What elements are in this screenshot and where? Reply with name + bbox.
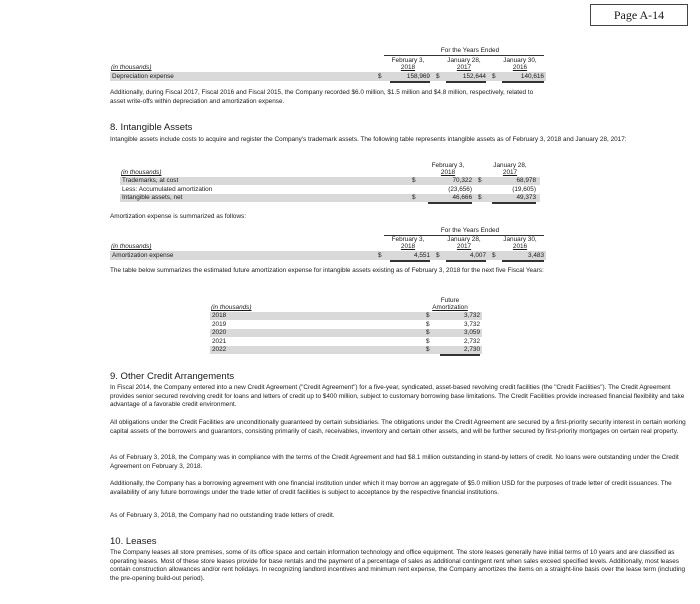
column-header: 2017 bbox=[502, 169, 518, 176]
unit-label: (in thousands) bbox=[211, 304, 252, 311]
table-cell: (23,656) bbox=[428, 186, 472, 195]
paragraph: Amortization expense is summarized as follows: bbox=[110, 213, 247, 220]
section-heading: 9. Other Credit Arrangements bbox=[110, 371, 235, 382]
table-row bbox=[120, 177, 540, 185]
column-header: February 3, bbox=[431, 162, 465, 169]
column-header: February 3, bbox=[391, 236, 425, 243]
row-label: Depreciation expense bbox=[112, 72, 174, 80]
table-cell: 4,007 bbox=[446, 252, 486, 262]
paragraph: As of February 3, 2018, the Company had no outstanding trade letters of credit. bbox=[110, 512, 335, 519]
row-label: Amortization expense bbox=[112, 251, 174, 259]
table-cell: 2,730 bbox=[440, 346, 480, 356]
table-cell: 3,059 bbox=[464, 329, 480, 337]
column-header: 2018 bbox=[400, 64, 416, 71]
table-group-header: For the Years Ended bbox=[440, 47, 500, 54]
currency-symbol: $ bbox=[426, 337, 430, 345]
unit-label: (in thousands) bbox=[111, 243, 152, 250]
currency-symbol: $ bbox=[412, 194, 416, 201]
row-label: Intangible assets, net bbox=[122, 194, 183, 201]
section-heading: 8. Intangible Assets bbox=[110, 122, 193, 133]
column-header: January 30, bbox=[503, 57, 537, 64]
column-header: 2018 bbox=[400, 243, 416, 250]
currency-symbol: $ bbox=[478, 177, 482, 184]
header-rule bbox=[384, 55, 544, 56]
table-row bbox=[120, 194, 540, 202]
paragraph: Intangible assets include costs to acquire and register the Company's trademark assets. The following table represents intangible assets as of February 3, 2018 and January 28, 2017: bbox=[110, 136, 627, 143]
row-label: Trademarks, at cost bbox=[122, 177, 179, 184]
table-cell: 49,373 bbox=[492, 194, 536, 204]
table-cell: 3,732 bbox=[464, 320, 480, 328]
table-cell: 46,666 bbox=[428, 194, 472, 204]
paragraph: The Company leases all store premises, some of its office space and certain information technology and office equipment. The store leases generally have initial terms of 10 years and are classified as operating leases. Most of these store leases provide for base rentals and the payment of a percentage of sales as additional contingent rent when sales exceed specified levels. Additionally, most leases contain construction allowances and/or rent holidays. In recognizing landlord incentives and minimum rent expense, the Company amortizes the items on a straight-line basis over the lease term (including the pre-opening build-out period). bbox=[110, 549, 686, 582]
table-cell: 70,322 bbox=[452, 177, 472, 184]
table-cell: 3,483 bbox=[502, 252, 544, 262]
year-label: 2019 bbox=[212, 320, 227, 328]
currency-symbol: $ bbox=[436, 72, 440, 80]
year-label: 2021 bbox=[212, 337, 227, 345]
column-header: January 28, bbox=[493, 162, 527, 169]
table-cell: 3,732 bbox=[464, 312, 480, 319]
column-header: Future bbox=[440, 297, 460, 304]
column-header: 2016 bbox=[512, 64, 528, 71]
table-cell: 4,551 bbox=[390, 252, 430, 262]
column-header: January 28, bbox=[447, 57, 481, 64]
depreciation-note: Additionally, during Fiscal 2017, Fiscal 2016 and Fiscal 2015, the Company recorded $6.0 million, $1.5 million and $4.8 million, respectively, related to asset write-offs within depreciation and amortization expense. bbox=[110, 89, 534, 105]
column-header: 2017 bbox=[456, 243, 472, 250]
paragraph: In Fiscal 2014, the Company entered into a new Credit Agreement ("Credit Agreement") for a five-year, syndicated, asset-based revolving credit facilities (the "Credit Facilities"). The Credit Agreement provides senior secured revolving credit for loans and letters of credit up to $400 million, subject to customary borrowing base limitations. The Credit Facilities provide increased financial flexibility and take advantage of a favorable credit environment. bbox=[110, 384, 685, 409]
year-label: 2022 bbox=[212, 346, 227, 354]
table-cell: 152,644 bbox=[446, 73, 486, 83]
currency-symbol: $ bbox=[492, 251, 496, 259]
unit-label: (in thousands) bbox=[121, 169, 162, 176]
column-header: 2016 bbox=[512, 243, 528, 250]
year-label: 2020 bbox=[212, 329, 227, 337]
table-cell: 2,732 bbox=[464, 337, 480, 345]
currency-symbol: $ bbox=[478, 194, 482, 201]
paragraph: The table below summarizes the estimated future amortization expense for intangible assets existing as of February 3, 2018 for the next five Fiscal Years: bbox=[110, 267, 544, 274]
table-cell: 140,616 bbox=[502, 73, 544, 83]
currency-symbol: $ bbox=[378, 72, 382, 80]
column-header: 2017 bbox=[456, 64, 472, 71]
column-header: February 3, bbox=[391, 57, 425, 64]
section-heading: 10. Leases bbox=[110, 536, 157, 547]
paragraph: Additionally, the Company has a borrowing agreement with one financial institution under which it may borrow an aggregate of $5.0 million USD for the purposes of trade letter of credit issuances. The availability of any future borrowings under the trade letter of credit facilities is subject to acceptance by the respective financial institutions. bbox=[110, 480, 672, 496]
year-label: 2018 bbox=[212, 312, 227, 319]
table-group-header: For the Years Ended bbox=[440, 227, 500, 234]
unit-label: (in thousands) bbox=[111, 64, 152, 71]
paragraph: All obligations under the Credit Facilities are unconditionally guaranteed by certain subsidiaries. The obligations under the Credit Agreement are secured by a first-priority security interest in certain working capital assets of the borrowers and guarantors, consisting primarily of cash, receivables, inventory and certain other assets, and will be further secured by first-priority mortgages on certain real property. bbox=[110, 419, 686, 435]
currency-symbol: $ bbox=[426, 312, 430, 319]
table-cell: 68,978 bbox=[516, 177, 536, 184]
currency-symbol: $ bbox=[436, 251, 440, 259]
currency-symbol: $ bbox=[412, 177, 416, 184]
column-header: 2018 bbox=[440, 169, 456, 176]
column-header: January 28, bbox=[447, 236, 481, 243]
currency-symbol: $ bbox=[426, 346, 430, 354]
currency-symbol: $ bbox=[378, 251, 382, 259]
row-label: Less: Accumulated amortization bbox=[122, 185, 213, 193]
table-cell: (19,605) bbox=[492, 186, 536, 195]
column-header: Amortization bbox=[432, 304, 468, 311]
table-cell: 158,969 bbox=[390, 73, 430, 83]
currency-symbol: $ bbox=[426, 320, 430, 328]
currency-symbol: $ bbox=[426, 329, 430, 337]
page-number-label: Page A-14 bbox=[590, 4, 688, 26]
column-header: January 30, bbox=[503, 236, 537, 243]
currency-symbol: $ bbox=[492, 72, 496, 80]
paragraph: As of February 3, 2018, the Company was in compliance with the terms of the Credit Agreement and had $8.1 million outstanding in stand-by letters of credit. No loans were outstanding under the Credit Agreement on February 3, 2018. bbox=[110, 454, 679, 470]
